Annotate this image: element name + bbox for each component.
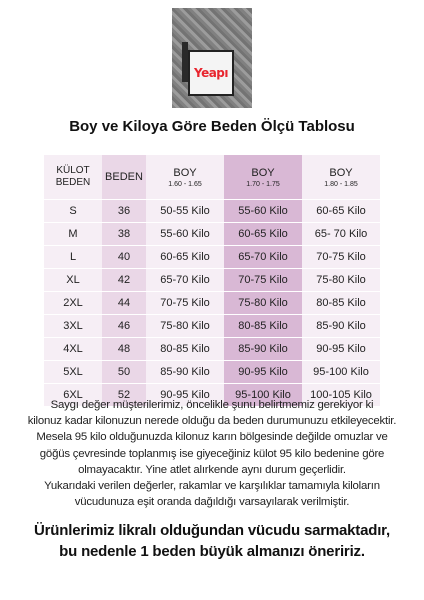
cell-boy-3: 80-85 Kilo: [302, 292, 380, 315]
cell-beden: 46: [102, 315, 146, 338]
cell-kulot: 6XL: [44, 384, 102, 407]
size-chart: [44, 155, 380, 407]
cell-beden: 36: [102, 200, 146, 223]
cell-boy-1: 55-60 Kilo: [146, 223, 224, 246]
cell-beden: 50: [102, 361, 146, 384]
cell-boy-3: 85-90 Kilo: [302, 315, 380, 338]
description-line: kilonuz kadar kilonuzun nerede olduğu da beden durumunuzu etkileyecektir.: [27, 415, 397, 428]
cell-boy-1: 90-95 Kilo: [146, 384, 224, 407]
cell-boy-1: 80-85 Kilo: [146, 338, 224, 361]
size-recommendation-note: [0, 520, 424, 562]
cell-boy-1: 75-80 Kilo: [146, 315, 224, 338]
table-row: [44, 246, 380, 269]
size-table: [44, 155, 380, 407]
table-row: [44, 292, 380, 315]
table-row: [44, 361, 380, 384]
cell-boy-3: 60-65 Kilo: [302, 200, 380, 223]
cell-boy-2: 90-95 Kilo: [224, 361, 302, 384]
cell-boy-2: 85-90 Kilo: [224, 338, 302, 361]
header-boy-2: [224, 155, 302, 200]
cell-beden: 42: [102, 269, 146, 292]
header-kulot-line1: KÜLOT: [56, 165, 90, 176]
cell-boy-2: 80-85 Kilo: [224, 315, 302, 338]
cell-kulot: M: [44, 223, 102, 246]
cell-kulot: XL: [44, 269, 102, 292]
cell-boy-2: 65-70 Kilo: [224, 246, 302, 269]
cell-beden: 38: [102, 223, 146, 246]
shop-sign: [188, 50, 234, 96]
cell-boy-1: 70-75 Kilo: [146, 292, 224, 315]
table-row: [44, 338, 380, 361]
table-row: [44, 200, 380, 223]
header-kulot-line2: BEDEN: [55, 177, 91, 188]
cell-boy-1: 50-55 Kilo: [146, 200, 224, 223]
description-text: [10, 397, 414, 510]
page-title: Boy ve Kiloya Göre Beden Ölçü Tablosu: [69, 118, 355, 135]
cell-boy-2: 70-75 Kilo: [224, 269, 302, 292]
header-boy-2-label: BOY: [251, 166, 275, 179]
cell-beden: 44: [102, 292, 146, 315]
description-line: Saygı değer müşterilerimiz, öncelikle şunu belirtmemiz gerekiyor ki: [50, 399, 374, 411]
table-row: [44, 315, 380, 338]
cell-kulot: 5XL: [44, 361, 102, 384]
logo-text: Yeapı: [193, 66, 229, 80]
cell-boy-3: 75-80 Kilo: [302, 269, 380, 292]
header-boy-2-range: 1.70 - 1.75: [246, 180, 280, 188]
cell-boy-2: 55-60 Kilo: [224, 200, 302, 223]
cell-boy-3: 100-105 Kilo: [302, 384, 380, 407]
cell-boy-1: 65-70 Kilo: [146, 269, 224, 292]
header-boy-1-range: 1.60 - 1.65: [168, 180, 202, 188]
description-line: göğüs çevresinde toplanmış ise giyeceğiniz külot 95 kilo bedenine göre: [39, 447, 385, 460]
description-line: vücudunuza eşit oranda dağıldığı varsayılarak verilmiştir.: [74, 496, 350, 509]
header-boy-1-label: BOY: [173, 166, 197, 179]
cell-kulot: 3XL: [44, 315, 102, 338]
cell-boy-2: 75-80 Kilo: [224, 292, 302, 315]
header-boy-3-label: BOY: [329, 166, 353, 179]
cell-beden: 52: [102, 384, 146, 407]
header-boy-3-range: 1.80 - 1.85: [324, 180, 358, 188]
cell-kulot: 4XL: [44, 338, 102, 361]
cell-kulot: L: [44, 246, 102, 269]
table-row: [44, 269, 380, 292]
cell-beden: 40: [102, 246, 146, 269]
cell-boy-3: 90-95 Kilo: [302, 338, 380, 361]
brand-logo: [172, 8, 252, 108]
description-line: Yukarıdaki verilen değerler, rakamlar ve karşılıklar tamamıyla kiloların: [44, 480, 380, 493]
cell-boy-2: 60-65 Kilo: [224, 223, 302, 246]
header-beden-label: BEDEN: [105, 171, 143, 183]
cell-kulot: S: [44, 200, 102, 223]
cell-kulot: 2XL: [44, 292, 102, 315]
note-line: Ürünlerimiz likralı olduğundan vücudu sarmaktadır,: [34, 522, 390, 539]
note-line: bu nedenle 1 beden büyük almanızı öneririz.: [59, 543, 365, 560]
description-line: Mesela 95 kilo olduğunuzda kilonuz karın bölgesinde değilde omuzlar ve: [36, 431, 388, 444]
cell-boy-1: 85-90 Kilo: [146, 361, 224, 384]
header-boy-3: [302, 155, 380, 200]
table-row: [44, 223, 380, 246]
description-line: olmayacaktır. Yine atlet alırkende aynı durum geçerlidir.: [78, 463, 346, 476]
cell-boy-3: 65- 70 Kilo: [302, 223, 380, 246]
cell-beden: 48: [102, 338, 146, 361]
cell-boy-3: 95-100 Kilo: [302, 361, 380, 384]
header-boy-1: [146, 155, 224, 200]
header-beden: [102, 155, 146, 200]
header-kulot-beden: [44, 155, 102, 200]
cell-boy-2: 95-100 Kilo: [224, 384, 302, 407]
cell-boy-3: 70-75 Kilo: [302, 246, 380, 269]
cell-boy-1: 60-65 Kilo: [146, 246, 224, 269]
table-header-row: [44, 155, 380, 200]
